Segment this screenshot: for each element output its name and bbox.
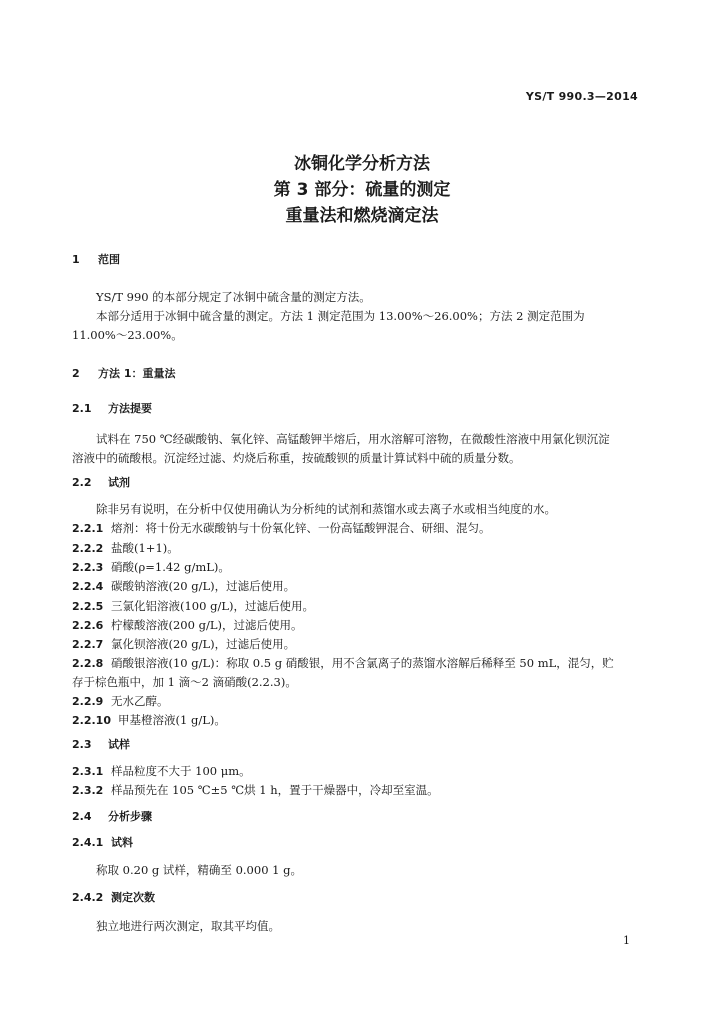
standard-number: YS/T 990.3—2014: [525, 90, 638, 103]
subsection-number: 2.1: [72, 402, 92, 415]
item-text: 硝酸(ρ=1.42 g/mL)。: [111, 560, 230, 574]
item-number: 2.2.8: [72, 657, 104, 670]
subsection-number: 2.4.1: [72, 836, 104, 849]
sample-item: [72, 764, 251, 779]
section-1-heading: [72, 253, 120, 267]
subsection-2-1-heading: [72, 402, 152, 416]
item-number: 2.2.1: [72, 522, 104, 535]
reagent-item: [72, 656, 614, 671]
item-number: 2.2.9: [72, 695, 104, 708]
subsection-number: 2.3: [72, 738, 92, 751]
item-text: 熔剂：将十份无水碳酸钠与十份氧化锌、一份高锰酸钾混合、研细、混匀。: [111, 521, 491, 535]
subsection-2-4-2-text: 独立地进行两次测定，取其平均值。: [96, 919, 280, 933]
subsection-title: 试剂: [108, 476, 130, 489]
reagent-item: [72, 694, 169, 709]
item-text: 柠檬酸溶液(200 g/L)，过滤后使用。: [111, 618, 303, 632]
page-number: 1: [623, 934, 630, 947]
subsection-2-4-2-heading: [72, 891, 155, 905]
item-text: 硝酸银溶液(10 g/L)：称取 0.5 g 硝酸银，用不含氯离子的蒸馏水溶解后稀释至 50 mL，混匀，贮: [111, 656, 614, 670]
reagent-item: [72, 599, 314, 614]
subsection-2-2-heading: [72, 476, 130, 490]
subsection-number: 2.2: [72, 476, 92, 489]
subsection-2-2-intro: 除非另有说明，在分析中仅使用确认为分析纯的试剂和蒸馏水或去离子水或相当纯度的水。: [96, 502, 556, 516]
subsection-number: 2.4: [72, 810, 92, 823]
reagent-item: [72, 618, 302, 633]
item-text: 无水乙醇。: [111, 694, 169, 708]
subsection-title: 试样: [108, 738, 130, 751]
item-text: 甲基橙溶液(1 g/L)。: [118, 713, 226, 727]
item-number: 2.2.2: [72, 542, 104, 555]
item-text: 三氯化铝溶液(100 g/L)，过滤后使用。: [111, 599, 314, 613]
sample-item: [72, 783, 439, 798]
reagent-item: [72, 521, 491, 536]
section-1-paragraph-1: YS/T 990 的本部分规定了冰铜中硫含量的测定方法。: [96, 290, 371, 304]
document-title-line-2: 第 3 部分：硫量的测定: [273, 180, 451, 200]
item-text: 碳酸钠溶液(20 g/L)，过滤后使用。: [111, 579, 296, 593]
item-text: 盐酸(1+1)。: [111, 541, 179, 555]
reagent-item: [72, 637, 295, 652]
item-text: 氯化钡溶液(20 g/L)，过滤后使用。: [111, 637, 296, 651]
item-number: 2.3.2: [72, 784, 104, 797]
subsection-2-1-paragraph: 试料在 750 ℃经碳酸钠、氧化锌、高锰酸钾半熔后，用水溶解可溶物，在微酸性溶液中用氯化钡沉淀: [96, 432, 610, 446]
reagent-item: [72, 541, 179, 556]
item-number: 2.2.5: [72, 600, 104, 613]
reagent-item: [72, 579, 295, 594]
subsection-2-1-paragraph-cont: 溶液中的硫酸根。沉淀经过滤、灼烧后称重，按硫酸钡的质量计算试料中硫的质量分数。: [72, 451, 521, 465]
subsection-2-4-heading: [72, 810, 152, 824]
section-1-paragraph-2: 本部分适用于冰铜中硫含量的测定。方法 1 测定范围为 13.00%～26.00%；方法 2 测定范围为: [96, 309, 585, 323]
subsection-title: 分析步骤: [108, 810, 152, 823]
item-number: 2.2.10: [72, 714, 111, 727]
section-1-paragraph-2-cont: 11.00%～23.00%。: [72, 328, 183, 342]
item-text: 样品粒度不大于 100 μm。: [111, 764, 251, 778]
section-number: 2: [72, 367, 80, 380]
reagent-item: [72, 560, 230, 575]
subsection-2-4-1-heading: [72, 836, 133, 850]
document-title-line-1: 冰铜化学分析方法: [294, 154, 430, 174]
item-number: 2.3.1: [72, 765, 104, 778]
subsection-title: 试料: [111, 836, 133, 849]
subsection-title: 测定次数: [111, 891, 155, 904]
section-number: 1: [72, 253, 80, 266]
subsection-title: 方法提要: [108, 402, 152, 415]
item-number: 2.2.3: [72, 561, 104, 574]
subsection-2-4-1-text: 称取 0.20 g 试样，精确至 0.000 1 g。: [96, 863, 302, 877]
document-title-line-3: 重量法和燃烧滴定法: [285, 206, 439, 226]
subsection-2-3-heading: [72, 738, 130, 752]
reagent-item: [72, 713, 226, 728]
subsection-number: 2.4.2: [72, 891, 104, 904]
section-2-heading: [72, 367, 175, 381]
item-number: 2.2.7: [72, 638, 104, 651]
section-title: 范围: [98, 253, 120, 266]
item-number: 2.2.6: [72, 619, 104, 632]
item-text: 样品预先在 105 ℃±5 ℃烘 1 h，置于干燥器中，冷却至室温。: [111, 783, 439, 797]
item-number: 2.2.4: [72, 580, 104, 593]
section-title: 方法 1：重量法: [98, 367, 176, 380]
reagent-item-cont: 存于棕色瓶中，加 1 滴～2 滴硝酸(2.2.3)。: [72, 675, 297, 689]
